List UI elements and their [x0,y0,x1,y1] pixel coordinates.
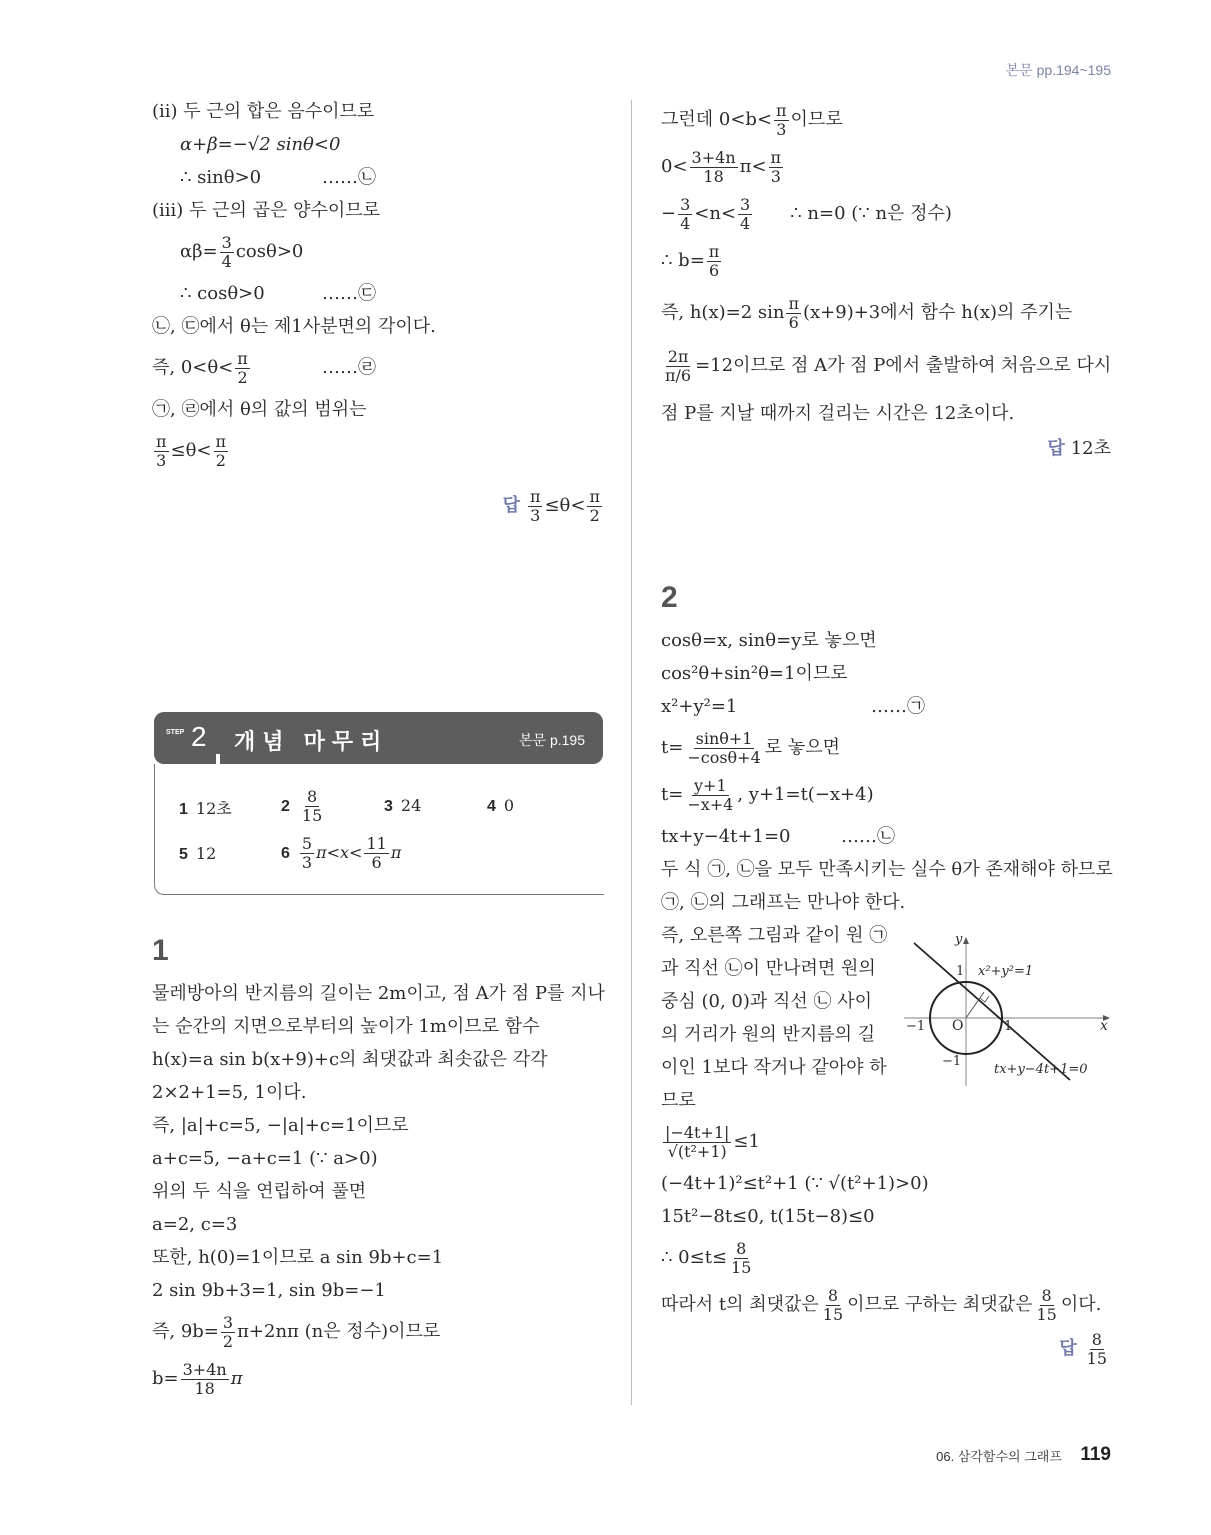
chapter-title: 06. 삼각함수의 그래프 [936,1448,1062,1464]
math-text: ≤θ< [544,495,586,516]
math-text: (x+9)+3에서 함수 h(x)의 주기는 [802,302,1073,323]
answer-value: 12초 [1070,438,1111,459]
text-line: (−4t+1)²≤t²+1 (∵ √(t²+1)>0) [661,1173,929,1194]
text-line: 점 P를 지날 때까지 걸리는 시간은 12초이다. [661,403,1015,424]
text-line: 과 직선 ㉡이 만나려면 원의 [661,958,876,979]
text-line: 또한, h(0)=1이므로 a sin 9b+c=1 [152,1247,444,1268]
math-line [661,291,1111,335]
equation-marker: ……㉡ [841,826,895,847]
answer-line [661,430,1111,467]
problem-number: 2 [661,581,678,614]
numerator: π [589,486,600,506]
math-text: 즉, 9b= [152,1321,219,1342]
math-text: t= [661,784,684,805]
text-line: 이인 1보다 작거나 같아야 하 [661,1057,887,1078]
fraction [729,1240,753,1277]
fraction [300,835,314,872]
text-line: h(x)=a sin b(x+9)+c의 최댓값과 최솟값은 각각 [152,1049,548,1070]
math-text: ≤1 [733,1131,760,1152]
math-text: cosθ>0 [235,241,304,262]
page-reference: 본문 pp.194~195 [1005,62,1111,78]
numerator: π [788,293,799,313]
text-line: cosθ=x, sinθ=y로 놓으면 [661,630,877,651]
step-page-ref: 본문 p.195 [519,732,585,748]
numerator: π [770,147,782,167]
fraction [181,1361,229,1398]
numerator: 8 [1091,1329,1102,1349]
denominator: 3 [770,166,781,186]
numerator: 3 [680,194,691,214]
math-line [661,98,1111,142]
tick-label: −1 [942,1054,962,1069]
denominator: π/6 [665,365,692,385]
text-line: ㉠, ㉡의 그래프는 만나야 한다. [661,892,906,913]
math-line [661,1120,1111,1164]
answer-value: 24 [400,796,422,815]
denominator: −x+4 [687,794,734,814]
step-header [154,712,603,764]
fraction [678,196,692,233]
left-column [152,95,604,525]
right-column [661,95,1111,467]
answer-item [384,796,421,816]
denominator: 15 [1086,1348,1107,1368]
denominator: 15 [822,1304,844,1324]
math-text: 이다. [1060,1294,1102,1315]
denominator: −cosθ+4 [687,747,761,767]
math-text: =12이므로 점 A가 점 P에서 출발하여 처음으로 다시 [695,355,1112,376]
fraction [663,1124,731,1161]
text-line: 즉, 오른쪽 그림과 같이 원 ㉠ [661,925,888,946]
numerator: 8 [1041,1285,1052,1305]
numerator: 8 [736,1238,747,1258]
answer-number: 2 [281,798,290,815]
math-line [661,145,1111,189]
math-text: 이므로 [790,109,843,130]
equation-marker: ……㉣ [322,357,376,378]
denominator: 4 [221,251,232,271]
y-axis-arrow-icon [963,937,969,944]
text-line: 두 식 ㉠, ㉡을 모두 만족시키는 실수 θ가 존재해야 하므로 [661,859,1113,880]
answer-label: 답 [502,495,520,515]
fraction [774,102,789,139]
math-text: π< [739,156,767,177]
math-text: 로 놓으면 [764,737,841,758]
fraction [685,777,735,814]
denominator: 3 [301,853,313,872]
math-line [152,346,604,390]
numerator: 5 [301,834,313,853]
text-line: (ⅱ) 두 근의 합은 음수이므로 [152,101,375,122]
fraction [220,234,234,271]
line-equation-label: tx+y−4t+1=0 [994,1062,1088,1077]
text-line: 물레방아의 반지름의 길이는 2m이고, 점 A가 점 P를 지나 [152,983,605,1004]
math-text: 그런데 0<b< [661,109,773,130]
text-line: 의 거리가 원의 반지름의 길 [661,1024,876,1045]
math-line [152,1357,604,1401]
numerator: sinθ+1 [695,728,753,748]
text-line: ㉡, ㉢에서 θ는 제1사분면의 각이다. [152,316,436,337]
fraction [1034,1287,1058,1324]
page-footer [936,1444,1111,1466]
text-line: a=2, c=3 [152,1214,238,1235]
denominator: 15 [301,806,323,825]
text-line: cos²θ+sin²θ=1이므로 [661,663,848,684]
numerator: 3 [740,194,751,214]
answer-number: 6 [281,845,290,862]
numerator: 8 [827,1285,839,1305]
answer-item [281,835,401,872]
math-line [661,239,1111,283]
fraction [221,1314,235,1351]
fraction [528,488,543,525]
answer-line [152,487,604,525]
fraction [235,350,250,387]
denominator: 6 [788,312,799,332]
text-line: 므로 [661,1090,696,1111]
math-text: ∴ sinθ>0 [180,167,262,188]
answer-item [281,788,326,825]
denominator: 3 [776,119,787,139]
tick-label: −1 [906,1019,926,1034]
math-line: α+β=−√2 sinθ<0 [180,134,341,155]
problem-1 [152,925,604,1404]
denominator: 2 [222,1331,234,1351]
math-line [661,1283,1111,1327]
numerator: π [776,100,787,120]
denominator: 6 [708,260,720,280]
math-line [661,690,1111,723]
denominator: 4 [740,213,751,233]
text-line: 중심 (0, 0)과 직선 ㉡ 사이 [661,991,872,1012]
equation-marker: ……㉢ [322,283,376,304]
numerator: 3+4n [691,147,736,167]
math-text: tx+y−4t+1=0 [661,826,791,847]
math-text: t= [661,737,684,758]
tick-label: 1 [1004,1019,1013,1034]
text-line: a+c=5, −a+c=1 (∵ a>0) [152,1148,378,1169]
math-line [152,277,604,310]
numerator: π [156,431,167,451]
answer-value: 0 [503,796,515,815]
step-number: 2 [191,721,207,752]
math-text: 즉, h(x)=2 sin [661,302,785,323]
answer-number: 1 [179,801,188,818]
tick-label: 1 [956,964,965,979]
circle-line-figure [900,930,1115,1090]
numerator: 3 [221,232,232,252]
numerator: π [215,431,227,451]
math-text: 0< [661,156,688,177]
denominator: 2 [215,450,226,470]
math-text: αβ= [180,241,218,262]
answer-number: 3 [384,798,393,815]
math-text: ∴ b= [661,250,705,271]
math-line [152,161,604,194]
fraction [769,149,784,186]
page-number: 119 [1080,1444,1111,1465]
math-line [152,230,604,274]
fraction [690,149,738,186]
math-text: π<x< [316,843,363,862]
math-text: 따라서 t의 최댓값은 [661,1294,819,1315]
equation-marker: ……㉡ [322,167,376,188]
answer-item [179,796,232,819]
math-text: ≤θ< [170,440,212,461]
math-line [661,773,1111,817]
math-line [661,192,1111,236]
numerator: 3+4n [182,1359,227,1379]
math-text: ∴ n=0 (∵ n은 정수) [790,203,952,224]
equation-marker: ……㉠ [871,696,925,717]
denominator: 6 [371,853,382,872]
math-text: b= [152,1368,179,1389]
fraction [364,835,388,872]
numerator: 3 [222,1312,234,1332]
problem-number: 1 [152,934,169,967]
denominator: 2 [237,367,248,387]
fraction [707,243,722,280]
fraction [685,730,762,767]
circle-equation-label: x²+y²=1 [978,964,1034,979]
math-text: ∴ 0≤t≤ [661,1247,728,1268]
x-axis-label: x [1100,1018,1108,1034]
origin-label: O [952,1018,964,1034]
math-line [152,429,604,473]
answer-line [661,1330,1111,1368]
math-text: 이므로 구하는 최댓값은 [847,1294,1033,1315]
answer-item [487,796,514,816]
denominator: 3 [530,505,541,525]
text-line: 즉, |a|+c=5, −|a|+c=1이므로 [152,1115,409,1136]
denominator: 2 [589,505,600,525]
numerator: 2π [667,346,689,366]
numerator: y+1 [694,775,727,795]
numerator: 8 [306,787,318,806]
fraction [300,788,324,825]
math-text: <n< [694,203,737,224]
text-line: 2 sin 9b+3=1, sin 9b=−1 [152,1280,386,1301]
text-line: 는 순간의 지면으로부터의 높이가 1m이므로 함수 [152,1016,540,1037]
answer-number: 4 [487,798,496,815]
answer-item [179,844,216,864]
answer-number: 5 [179,846,188,863]
math-text: 즉, 0<θ< [152,357,234,378]
denominator: 18 [194,1378,215,1398]
text-line: ㉠, ㉣에서 θ의 값의 범위는 [152,399,367,420]
answer-value: 12초 [195,799,232,818]
denominator: 3 [156,450,167,470]
answer-label: 답 [1047,438,1065,458]
math-text: − [661,203,677,224]
math-line [661,726,1111,770]
text-line: 2×2+1=5, 1이다. [152,1082,307,1103]
math-text: x²+y²=1 [661,696,738,717]
column-divider [631,100,632,1405]
math-line [152,1310,604,1354]
math-text: π [390,843,402,862]
numerator: 11 [366,834,387,853]
math-text: ∴ cosθ>0 [180,283,265,304]
denominator: 4 [680,213,691,233]
fraction [214,433,229,470]
math-text: , y+1=t(−x+4) [737,784,874,805]
step-title: 개념 마무리 [234,729,389,754]
math-line [661,820,1111,853]
text-line: (ⅲ) 두 근의 곱은 양수이므로 [152,200,381,221]
answer-label: 답 [1059,1338,1077,1358]
math-line [661,338,1111,394]
fraction [738,196,752,233]
denominator: 15 [731,1257,752,1277]
step-summary-box [154,712,603,896]
numerator: π [529,486,541,506]
text-line: 위의 두 식을 연립하여 풀면 [152,1181,367,1202]
fraction [663,348,693,385]
answer-value: 12 [195,844,217,863]
text-line: 15t²−8t≤0, t(15t−8)≤0 [661,1206,875,1227]
fraction [587,488,602,525]
fraction [821,1287,845,1324]
y-axis-label: y [955,932,963,947]
fraction [1085,1331,1109,1368]
denominator: 15 [1036,1304,1057,1324]
numerator: π [237,348,248,368]
denominator: 18 [703,166,724,186]
math-text: π [230,1368,243,1389]
fraction [786,295,801,332]
math-text: π+2nπ (n은 정수)이므로 [237,1321,441,1342]
step-answers [154,764,604,895]
numerator: π [708,241,720,261]
denominator: √(t²+1) [667,1141,727,1161]
numerator: |−4t+1| [665,1122,730,1142]
step-label: STEP [166,729,185,736]
math-line [661,1236,1111,1280]
fraction [154,433,169,470]
